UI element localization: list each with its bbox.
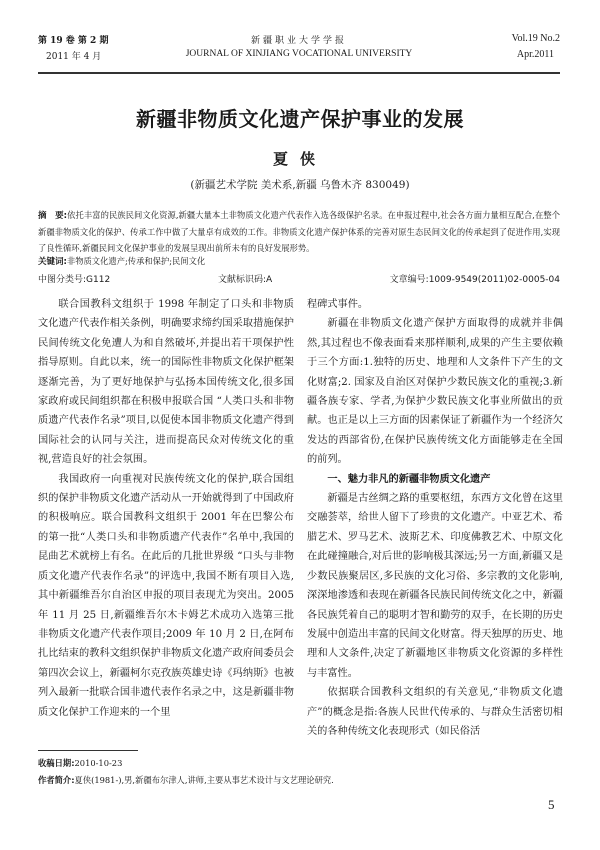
footnote-rule [38, 750, 138, 751]
body-paragraph: 联合国教科文组织于 1998 年制定了口头和非物质文化遗产代表作相关条例，明确要求缔约国采取措施保护民间传统文化免遭人为和自然破坏,并提出若干项保护性指导原则。自此以来，统一的国际性非物质文化保护框架逐渐完善，为了更好地保护与弘扬本国传统文化,很多国家政府或民间组织都在积极申报联合国 “人类口头和非物质遗产代表作名录”项目,以促使本国非物质文化遗产得到国际社会的认同与关注，进而提高民众对传统文化的重视,营造良好的社会氛围。 [38, 299, 294, 466]
body-paragraph: 新疆在非物质文化遗产保护方面取得的成就并非偶然,其过程也不像表面看来那样顺利,成果的产生主要依赖于三个方面:1.独特的历史、地理和人文条件下产生的文化财富;2. 国家及自治区对保护少数民族文化的重视;3.新疆各族专家、学者,为保护少数民族文化事业所做出的贡献。也正是以上三方面的因素保证了新疆作为一个经济欠发达的西部省份,在保护民族传统文化方面能够走在全国的前列。 [307, 318, 563, 466]
keywords-label: 关键词: [38, 257, 67, 267]
abstract-label: 摘 要: [38, 211, 68, 221]
volume-issue-cn: 第 19 卷 第 2 期 [38, 36, 109, 46]
footnote-author-bio [38, 774, 560, 786]
date-cn: 2011 年 4 月 [46, 52, 102, 62]
keywords [38, 255, 560, 267]
page-number: 5 [548, 797, 555, 812]
header-rule [38, 72, 560, 74]
body-paragraph: 我国政府一向重视对民族传统文化的保护,联合国组织的保护非物质文化遗产活动从一开始就得到了中国政府的积极响应。联合国教科文组织于 2001 年在巴黎公布的第一批“人类口头和非物质遗产代表作”名单中,我国的昆曲艺术就榜上有名。在此后的几批世界级 “口头与非物质文化遗产代表作名录”的评选中,我国不断有项目入选,其中新疆维吾尔自治区申报的项目表现尤为突出。2005 年 11 月 25 日,新疆维吾尔木卡姆艺术成功入选第三批非物质文化遗产代表作项目;2009 年 10 月 2 日,在阿布扎比结束的教科文组织保护非物质文化遗产政府间委员会第四次会议上，新疆柯尔克孜族英雄史诗《玛纳斯》也被列入最新一批联合国非遗代表作名录之中，这是新疆非物质文化保护工作迎来的一个里 [38, 473, 294, 718]
keywords-text: 非物质文化遗产;传承和保护;民间文化 [66, 256, 206, 266]
journal-name-en: JOURNAL OF XINJIANG VOCATIONAL UNIVERSITY [185, 49, 413, 59]
body-column-left [38, 295, 294, 722]
received-date: 2010-10-23 [74, 758, 123, 768]
clc-number: 中图分类号:G112 [38, 275, 111, 285]
body-paragraph: 新疆是古丝绸之路的重要枢纽，东西方文化曾在这里交融荟萃，给世人留下了珍贵的文化遗产。中亚艺术、希腊艺术、罗马艺术、波斯艺术、印度佛教艺术、中原文化在此碰撞融合,对后世的影响极其深远;另一方面,新疆又是少数民族聚居区,多民族的文化习俗、多宗教的文化影响,深深地渗透和表现在新疆各民族民间传统文化之中，新疆各民族凭着自己的聪明才智和勤劳的双手，在长期的历史发展中创造出丰富的民间文化财富。得天独厚的历史、地理和人文条件,决定了新疆地区非物质文化资源的多样性与丰富性。 [307, 493, 563, 679]
abstract [38, 207, 560, 256]
author-affiliation: (新疆艺术学院 美术系,新疆 乌鲁木齐 830049) [190, 179, 410, 191]
section-heading: 一、魅力非凡的新疆非物质文化遗产 [327, 473, 491, 485]
article-title: 新疆非物质文化遗产保护事业的发展 [136, 107, 464, 131]
running-header [38, 33, 560, 67]
date-en: Apr.2011 [516, 49, 554, 60]
abstract-text: 依托丰富的民族民间文化资源,新疆大量本土非物质文化遗产代表作入选各级保护名录。在申报过程中,社会各方面力量相互配合,在整个新疆非物质文化的保护、传承工作中做了大量卓有成效的工作。非物质文化遗产保护体系的完善对原生态民间文化的传承起到了促进作用,实现了良性循环,新疆民间文化保护事业的发展呈现出前所未有的良好发展形势。 [38, 210, 560, 253]
body-paragraph: 依据联合国教科文组织的有关意见,“非物质文化遗产”的概念是指:各族人民世代传承的、与群众生活密切相关的各种传统文化表现形式（如民俗活 [307, 687, 563, 737]
volume-issue-en: Vol.19 No.2 [511, 33, 560, 44]
article-number: 文章编号:1009-9549(2011)02-0005-04 [389, 275, 560, 285]
received-label: 收稿日期: [38, 758, 75, 768]
body-column-right [307, 295, 563, 741]
bio-label: 作者简介: [38, 775, 75, 785]
bio-text: 夏侠(1981-),男,新疆布尔津人,讲师,主要从事艺术设计与文艺理论研究. [74, 775, 334, 785]
body-paragraph-continued: 程碑式事件。 [307, 299, 369, 310]
author-name: 夏侠 [272, 150, 327, 168]
document-code: 文献标识码:A [218, 275, 273, 285]
footnote-received [38, 757, 560, 769]
journal-name-cn: 新疆职业大学学报 [250, 36, 347, 46]
